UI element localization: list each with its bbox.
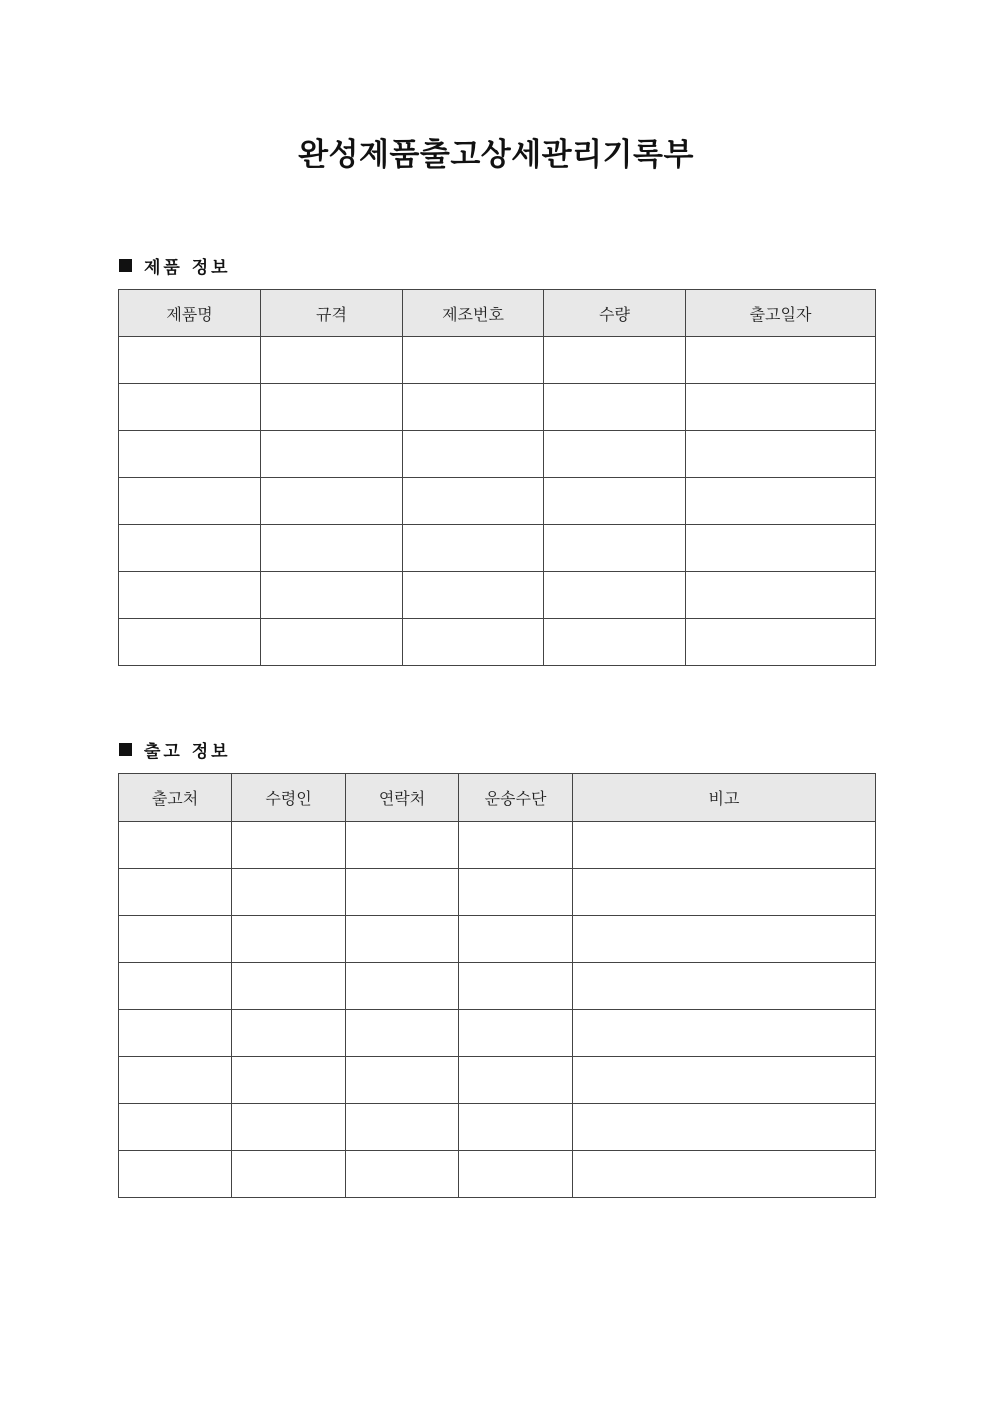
column-header-ship-date: 출고일자 — [686, 290, 876, 337]
table-cell[interactable] — [459, 1057, 573, 1104]
table-header-row — [119, 290, 876, 337]
product-info-table — [118, 289, 876, 666]
table-row — [119, 384, 876, 431]
table-cell[interactable] — [232, 963, 346, 1010]
table-cell[interactable] — [403, 478, 544, 525]
table-cell[interactable] — [119, 869, 232, 916]
table-cell[interactable] — [261, 478, 403, 525]
table-cell[interactable] — [686, 384, 876, 431]
table-cell[interactable] — [686, 431, 876, 478]
shipping-info-table — [118, 773, 876, 1198]
table-row — [119, 619, 876, 666]
table-cell[interactable] — [119, 478, 261, 525]
table-row — [119, 1151, 876, 1198]
table-cell[interactable] — [119, 963, 232, 1010]
table-cell[interactable] — [459, 822, 573, 869]
table-cell[interactable] — [346, 1057, 459, 1104]
shipping-section-label: 출고 정보 — [144, 741, 231, 762]
table-cell[interactable] — [459, 1151, 573, 1198]
table-cell[interactable] — [573, 963, 876, 1010]
table-cell[interactable] — [261, 572, 403, 619]
column-header-lot-number: 제조번호 — [403, 290, 544, 337]
table-cell[interactable] — [261, 525, 403, 572]
table-row — [119, 869, 876, 916]
page-title: 완성제품출고상세관리기록부 — [298, 137, 694, 173]
column-header-recipient: 수령인 — [232, 774, 346, 822]
table-row — [119, 822, 876, 869]
table-row — [119, 478, 876, 525]
table-cell[interactable] — [232, 916, 346, 963]
table-cell[interactable] — [544, 572, 686, 619]
table-cell[interactable] — [261, 384, 403, 431]
table-cell[interactable] — [403, 337, 544, 384]
table-header-row — [119, 774, 876, 822]
table-cell[interactable] — [544, 525, 686, 572]
product-section-label: 제품 정보 — [144, 257, 231, 278]
table-cell[interactable] — [686, 337, 876, 384]
table-cell[interactable] — [573, 916, 876, 963]
table-cell[interactable] — [544, 384, 686, 431]
table-row — [119, 963, 876, 1010]
table-row — [119, 1104, 876, 1151]
table-cell[interactable] — [119, 384, 261, 431]
table-cell[interactable] — [459, 1104, 573, 1151]
column-header-destination: 출고처 — [119, 774, 232, 822]
table-row — [119, 431, 876, 478]
table-cell[interactable] — [232, 1151, 346, 1198]
table-cell[interactable] — [403, 619, 544, 666]
table-cell[interactable] — [573, 1104, 876, 1151]
table-cell[interactable] — [261, 431, 403, 478]
table-cell[interactable] — [573, 1057, 876, 1104]
table-cell[interactable] — [346, 822, 459, 869]
table-cell[interactable] — [119, 1057, 232, 1104]
table-cell[interactable] — [232, 869, 346, 916]
table-cell[interactable] — [459, 963, 573, 1010]
table-cell[interactable] — [573, 1010, 876, 1057]
table-row — [119, 572, 876, 619]
table-row — [119, 525, 876, 572]
table-cell[interactable] — [119, 619, 261, 666]
column-header-specification: 규격 — [261, 290, 403, 337]
table-row — [119, 337, 876, 384]
table-cell[interactable] — [119, 337, 261, 384]
table-cell[interactable] — [346, 1151, 459, 1198]
table-row — [119, 916, 876, 963]
table-cell[interactable] — [346, 869, 459, 916]
table-cell[interactable] — [346, 1104, 459, 1151]
table-cell[interactable] — [403, 384, 544, 431]
table-cell[interactable] — [573, 869, 876, 916]
table-cell[interactable] — [403, 525, 544, 572]
column-header-remarks: 비고 — [573, 774, 876, 822]
table-cell[interactable] — [686, 619, 876, 666]
table-cell[interactable] — [119, 1010, 232, 1057]
table-cell[interactable] — [403, 431, 544, 478]
table-cell[interactable] — [459, 916, 573, 963]
table-cell[interactable] — [119, 525, 261, 572]
column-header-contact: 연락처 — [346, 774, 459, 822]
table-row — [119, 1010, 876, 1057]
table-cell[interactable] — [544, 337, 686, 384]
table-cell[interactable] — [403, 572, 544, 619]
column-header-product-name: 제품명 — [119, 290, 261, 337]
table-cell[interactable] — [119, 916, 232, 963]
column-header-quantity: 수량 — [544, 290, 686, 337]
table-cell[interactable] — [686, 478, 876, 525]
table-cell[interactable] — [459, 869, 573, 916]
table-cell[interactable] — [686, 572, 876, 619]
table-cell[interactable] — [119, 572, 261, 619]
table-cell[interactable] — [346, 1010, 459, 1057]
table-cell[interactable] — [261, 337, 403, 384]
table-cell[interactable] — [346, 916, 459, 963]
table-cell[interactable] — [232, 1057, 346, 1104]
table-row — [119, 1057, 876, 1104]
table-cell[interactable] — [119, 1104, 232, 1151]
table-cell[interactable] — [232, 822, 346, 869]
table-cell[interactable] — [573, 822, 876, 869]
table-cell[interactable] — [686, 525, 876, 572]
table-cell[interactable] — [544, 478, 686, 525]
square-bullet-icon — [119, 259, 132, 272]
table-cell[interactable] — [346, 963, 459, 1010]
table-cell[interactable] — [232, 1104, 346, 1151]
table-cell[interactable] — [232, 1010, 346, 1057]
table-cell[interactable] — [573, 1151, 876, 1198]
table-cell[interactable] — [459, 1010, 573, 1057]
square-bullet-icon — [119, 743, 132, 756]
product-section-heading — [119, 253, 231, 277]
shipping-section-heading — [119, 737, 231, 761]
table-cell[interactable] — [544, 431, 686, 478]
table-cell[interactable] — [119, 1151, 232, 1198]
table-cell[interactable] — [544, 619, 686, 666]
table-cell[interactable] — [119, 822, 232, 869]
table-cell[interactable] — [119, 431, 261, 478]
column-header-transport: 운송수단 — [459, 774, 573, 822]
table-cell[interactable] — [261, 619, 403, 666]
